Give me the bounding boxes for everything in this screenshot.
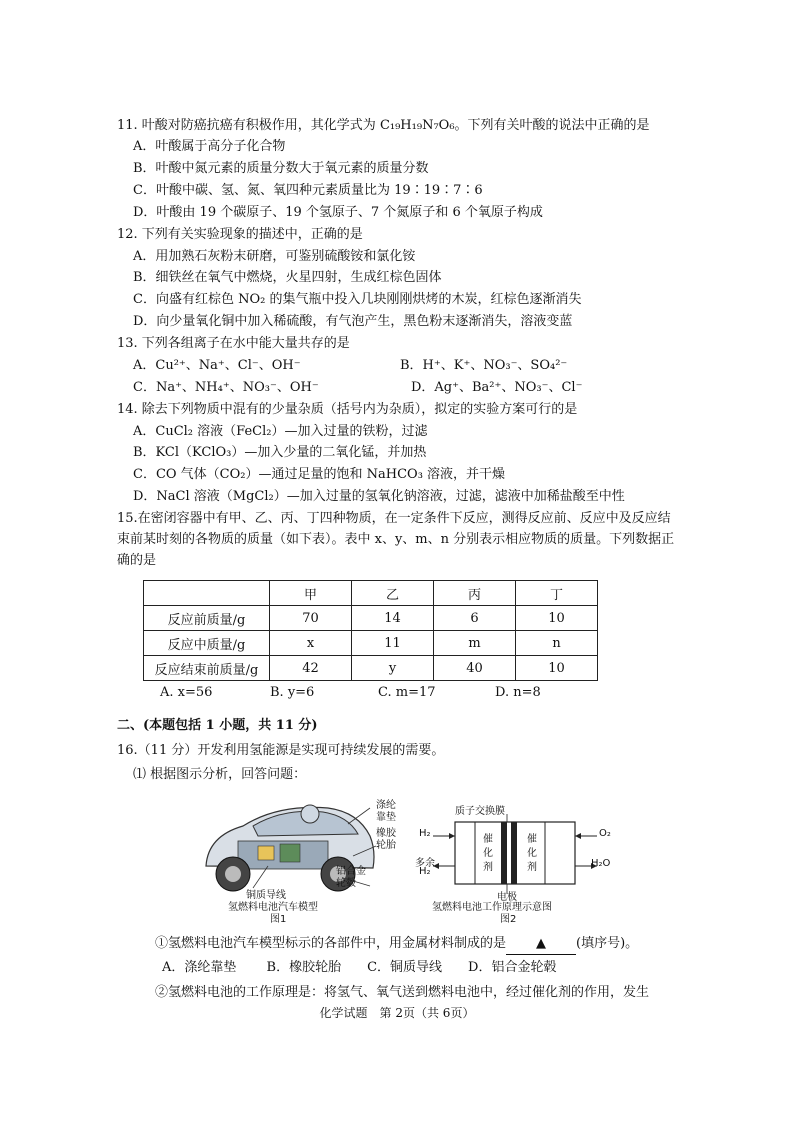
- table-header-cell: 甲: [270, 581, 352, 606]
- table-row: [144, 656, 598, 681]
- fig1-number: 图1: [270, 914, 287, 925]
- q12-option-a: A．用加熟石灰粉末研磨，可鉴别硫酸铵和氯化铵: [133, 249, 416, 264]
- table-row: [144, 631, 598, 656]
- q15-option-a: A. x=56: [160, 685, 213, 700]
- fig2-number: 图2: [500, 914, 517, 925]
- q16-item1-text: ①氢燃料电池汽车模型标示的各部件中，用金属材料制成的是: [155, 936, 507, 951]
- page-footer: 化学试题 第 2页（共 6页）: [319, 1006, 475, 1020]
- label-copper-wire: 铜质导线: [246, 890, 286, 901]
- label-cushion: 靠垫: [376, 812, 396, 823]
- q15-option-c: C. m=17: [378, 685, 436, 700]
- label-proton-exchange-membrane: 质子交换膜: [455, 806, 505, 817]
- label-hub: 轮毂: [336, 878, 356, 889]
- q15-option-d: D. n=8: [495, 685, 541, 700]
- table-cell: m: [434, 631, 516, 656]
- q12-option-b: B．细铁丝在氧气中燃烧，火星四射，生成红棕色固体: [133, 270, 442, 285]
- fuel-cell-car-figure: [198, 796, 413, 906]
- table-cell: 反应中质量/g: [144, 631, 270, 656]
- q14-option-b: B．KCl（KClO₃）—加入少量的二氧化锰，并加热: [133, 445, 427, 460]
- label-excess: 多余: [415, 858, 435, 869]
- table-cell: 反应前质量/g: [144, 606, 270, 631]
- q13-option-a: A．Cu²⁺、Na⁺、Cl⁻、OH⁻: [133, 358, 301, 373]
- fig2-caption: 氢燃料电池工作原理示意图: [432, 902, 552, 913]
- q16-item2: ②氢燃料电池的工作原理是：将氢气、氧气送到燃料电池中，经过催化剂的作用，发生: [155, 985, 650, 1000]
- fig1-caption: 氢燃料电池汽车模型: [228, 902, 318, 913]
- q13-stem: 13. 下列各组离子在水中能大量共存的是: [117, 336, 350, 351]
- label-catalyst-right-3: 剂: [527, 862, 537, 873]
- label-catalyst-left-2: 化: [483, 848, 493, 859]
- label-h2o-out: H₂O: [591, 858, 611, 869]
- table-cell: 11: [352, 631, 434, 656]
- table-header-cell: [144, 581, 270, 606]
- q14-option-a: A．CuCl₂ 溶液（FeCl₂）—加入过量的铁粉，过滤: [133, 424, 428, 439]
- q13-option-b: B．H⁺、K⁺、NO₃⁻、SO₄²⁻: [400, 358, 568, 373]
- q15-mass-table: [143, 580, 598, 681]
- table-cell: y: [352, 656, 434, 681]
- table-header-row: [144, 581, 598, 606]
- q15-stem: 15.在密闭容器中有甲、乙、丙、丁四种物质，在一定条件下反应，测得反应前、反应中及反应结束前某时刻的各物质的质量（如下表）。表中 x、y、m、n 分别表示相应物质的质量。下列数据正确的是: [117, 511, 675, 568]
- q16-item1-suffix: (填序号)。: [576, 936, 639, 951]
- label-polyester: 涤纶: [376, 800, 396, 811]
- label-aluminium-alloy: 铝合金: [336, 866, 366, 877]
- fuel-cell-diagram: [415, 806, 611, 908]
- q11-option-b: B．叶酸中氮元素的质量分数大于氧元素的质量分数: [133, 161, 429, 176]
- section-2-title: 二、(本题包括 1 小题，共 11 分): [117, 718, 318, 733]
- label-catalyst-right-1: 催: [527, 834, 537, 845]
- table-cell: 42: [270, 656, 352, 681]
- label-o2-in: O₂: [599, 828, 611, 839]
- table-cell: 6: [434, 606, 516, 631]
- table-cell: 10: [516, 656, 598, 681]
- table-cell: 40: [434, 656, 516, 681]
- label-catalyst-left-1: 催: [483, 834, 493, 845]
- q12-option-d: D．向少量氧化铜中加入稀硫酸，有气泡产生，黑色粉末逐渐消失，溶液变蓝: [133, 314, 573, 329]
- q16-sub1: ⑴ 根据图示分析，回答问题：: [133, 767, 307, 782]
- q14-stem: 14. 除去下列物质中混有的少量杂质（括号内为杂质），拟定的实验方案可行的是: [117, 402, 578, 417]
- label-catalyst-left-3: 剂: [483, 862, 493, 873]
- label-tire: 轮胎: [376, 840, 396, 851]
- table-cell: 14: [352, 606, 434, 631]
- label-rubber: 橡胶: [376, 828, 396, 839]
- q13-option-d: D．Ag⁺、Ba²⁺、NO₃⁻、Cl⁻: [411, 380, 583, 395]
- q15-option-b: B. y=6: [270, 685, 315, 700]
- table-row: [144, 606, 598, 631]
- q16-item1-options: A．涤纶靠垫 B．橡胶轮胎 C．铜质导线 D．铝合金轮毂: [162, 960, 557, 975]
- table-cell: 反应结束前质量/g: [144, 656, 270, 681]
- answer-blank[interactable]: ▲: [506, 934, 576, 955]
- table-cell: 70: [270, 606, 352, 631]
- q14-option-c: C．CO 气体（CO₂）—通过足量的饱和 NaHCO₃ 溶液，并干燥: [133, 467, 506, 482]
- q13-option-c: C．Na⁺、NH₄⁺、NO₃⁻、OH⁻: [133, 380, 319, 395]
- table-cell: n: [516, 631, 598, 656]
- q11-stem: 11. 叶酸对防癌抗癌有积极作用，其化学式为 C₁₉H₁₉N₇O₆。下列有关叶酸的说法中正确的是: [117, 118, 650, 133]
- q11-option-d: D．叶酸由 19 个碳原子、19 个氢原子、7 个氮原子和 6 个氧原子构成: [133, 205, 543, 220]
- label-electrode: 电极: [497, 892, 517, 903]
- label-h2-in: H₂: [419, 828, 431, 839]
- q11-option-c: C．叶酸中碳、氢、氮、氧四种元素质量比为 19∶19∶7∶6: [133, 183, 483, 198]
- table-header-cell: 丁: [516, 581, 598, 606]
- q11-option-a: A．叶酸属于高分子化合物: [133, 139, 286, 154]
- q12-stem: 12. 下列有关实验现象的描述中，正确的是: [117, 227, 363, 242]
- q12-option-c: C．向盛有红棕色 NO₂ 的集气瓶中投入几块刚刚烘烤的木炭，红棕色逐渐消失: [133, 292, 582, 307]
- q14-option-d: D．NaCl 溶液（MgCl₂）—加入过量的氢氧化钠溶液，过滤，滤液中加稀盐酸至中性: [133, 489, 625, 504]
- q16-stem: 16.（11 分）开发利用氢能源是实现可持续发展的需要。: [117, 743, 445, 758]
- table-header-cell: 乙: [352, 581, 434, 606]
- label-catalyst-right-2: 化: [527, 848, 537, 859]
- label-h2-out: H₂: [419, 866, 431, 877]
- q16-item1: [155, 934, 638, 955]
- table-cell: 10: [516, 606, 598, 631]
- table-header-cell: 丙: [434, 581, 516, 606]
- table-cell: x: [270, 631, 352, 656]
